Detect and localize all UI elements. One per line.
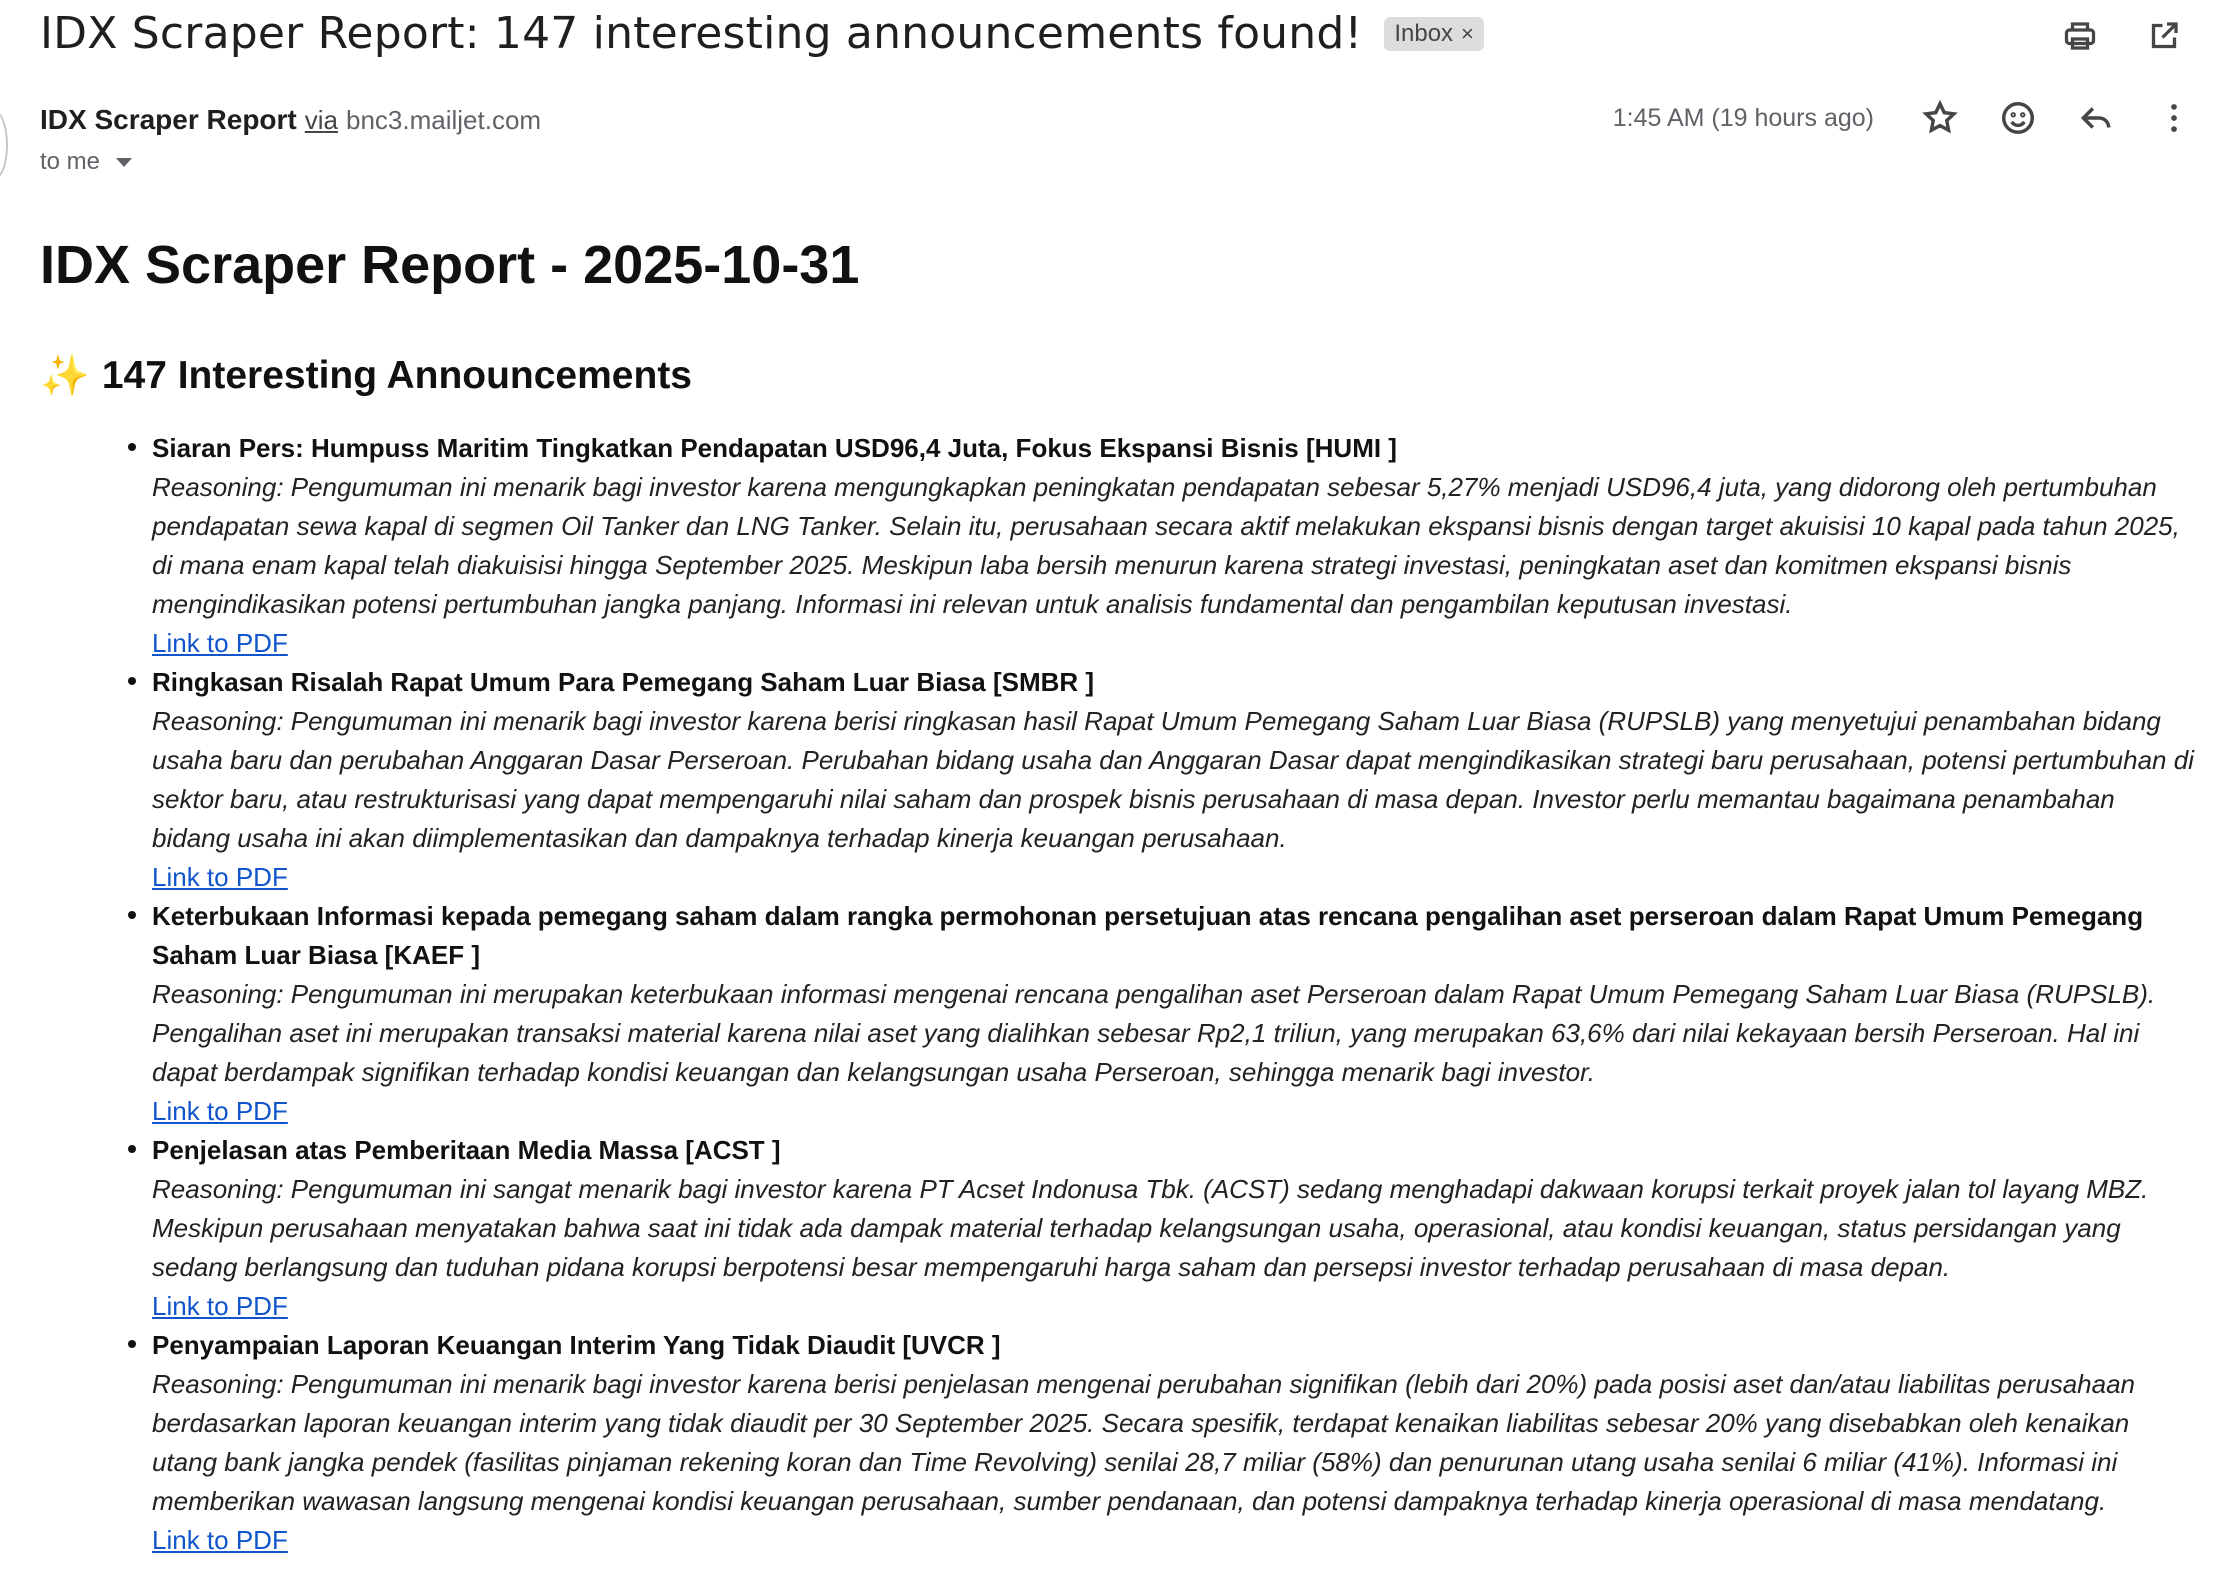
via-domain: bnc3.mailjet.com (346, 105, 542, 135)
timestamp: 1:45 AM (19 hours ago) (1612, 103, 1874, 132)
chevron-down-icon[interactable] (116, 158, 132, 167)
list-item (128, 1131, 2200, 1326)
sparkles-icon: ✨ (40, 354, 90, 398)
email-subject: IDX Scraper Report: 147 interesting announcements found! (40, 8, 1363, 59)
recipient-text: to me (40, 148, 101, 175)
report-title: IDX Scraper Report - 2025-10-31 (40, 235, 860, 295)
announcement-list (128, 429, 2200, 1560)
inbox-label-chip[interactable] (1384, 17, 1484, 51)
reply-icon[interactable] (2074, 96, 2118, 140)
pdf-link[interactable]: Link to PDF (152, 628, 288, 658)
more-vert-icon[interactable] (2152, 96, 2196, 140)
announcement-reasoning: Reasoning: Pengumuman ini menarik bagi investor karena berisi ringkasan hasil Rapat Umum Pemegang Saham Luar Biasa (RUPSLB) yang menyetujui penambahan bidang usaha baru dan perubahan Anggaran Dasar Perseroan. Perubahan bidang usaha dan Anggaran Dasar dapat mengindikasikan strategi baru perusahaan, potensi pertumbuhan di sektor baru, atau restrukturisasi yang dapat mempengaruhi nilai saham dan prospek bisnis perusahaan di masa depan. Investor perlu memantau bagaimana penambahan bidang usaha ini akan diimplementasikan dan dampaknya terhadap kinerja keuangan perusahaan. (152, 706, 2194, 853)
emoji-reaction-icon[interactable] (1996, 96, 2040, 140)
section-title-text: 147 Interesting Announcements (101, 353, 692, 397)
announcement-reasoning: Reasoning: Pengumuman ini menarik bagi investor karena mengungkapkan peningkatan pendapatan sebesar 5,27% menjadi USD96,4 juta, yang didorong oleh pertumbuhan pendapatan sewa kapal di segmen Oil Tanker dan LNG Tanker. Selain itu, perusahaan secara aktif melakukan ekspansi bisnis dengan target akuisisi 10 kapal pada tahun 2025, di mana enam kapal telah diakuisisi hingga September 2025. Meskipun laba bersih menurun karena strategi investasi, peningkatan aset dan komitmen ekspansi bisnis mengindikasikan potensi pertumbuhan jangka panjang. Informasi ini relevan untuk analisis fundamental dan pengambilan keputusan investasi. (152, 472, 2180, 619)
announcement-title: Ringkasan Risalah Rapat Umum Para Pemegang Saham Luar Biasa [SMBR ] (152, 667, 1095, 697)
announcement-reasoning: Reasoning: Pengumuman ini sangat menarik bagi investor karena PT Acset Indonusa Tbk. (ACST) sedang menghadapi dakwaan korupsi terkait proyek jalan tol layang MBZ. Meskipun perusahaan menyatakan bahwa saat ini tidak ada dampak material terhadap kelangsungan usaha, operasional, atau kondisi keuangan, status persidangan yang sedang berlangsung dan tuduhan pidana korupsi berpotensi besar mempengaruhi harga saham dan persepsi investor terhadap perusahaan di masa depan. (152, 1174, 2149, 1282)
section-title (40, 352, 2200, 399)
label-text: Inbox (1394, 19, 1454, 47)
sender-avatar (0, 110, 8, 180)
via-label[interactable]: via (304, 105, 338, 135)
remove-label-icon[interactable]: × (1461, 20, 1474, 46)
subject-row (40, 8, 1484, 59)
star-icon[interactable] (1918, 96, 1962, 140)
message-actions (1613, 96, 2196, 140)
email-body (40, 234, 2200, 1560)
list-item (128, 429, 2200, 663)
list-item (128, 897, 2200, 1131)
top-actions (2058, 14, 2186, 58)
announcement-title: Siaran Pers: Humpuss Maritim Tingkatkan Pendapatan USD96,4 Juta, Fokus Ekspansi Bisnis [HUMI ] (152, 433, 1397, 463)
list-item (128, 1326, 2200, 1560)
announcement-title: Penyampaian Laporan Keuangan Interim Yang Tidak Diaudit [UVCR ] (152, 1330, 1001, 1360)
pdf-link[interactable]: Link to PDF (152, 862, 288, 892)
pdf-link[interactable]: Link to PDF (152, 1525, 288, 1555)
pdf-link[interactable]: Link to PDF (152, 1291, 288, 1321)
list-item (128, 663, 2200, 897)
print-icon[interactable] (2058, 14, 2102, 58)
announcement-reasoning: Reasoning: Pengumuman ini menarik bagi investor karena berisi penjelasan mengenai perubahan signifikan (lebih dari 20%) pada posisi aset dan/atau liabilitas perusahaan berdasarkan laporan keuangan interim yang tidak diaudit per 30 September 2025. Secara spesifik, terdapat kenaikan liabilitas sebesar 20% yang disebabkan oleh kenaikan utang bank jangka pendek (fasilitas pinjaman rekening koran dan Time Revolving) senilai 28,7 miliar (58%) dan penurunan utang usaha senilai 6 miliar (41%). Informasi ini memberikan wawasan langsung mengenai kondisi keuangan perusahaan, sumber pendanaan, dan potensi dampaknya terhadap kinerja operasional di masa mendatang. (152, 1369, 2136, 1516)
announcement-title: Keterbukaan Informasi kepada pemegang saham dalam rangka permohonan persetujuan atas rencana pengalihan aset perseroan dalam Rapat Umum Pemegang Saham Luar Biasa [KAEF ] (152, 901, 2144, 970)
sender-name[interactable]: IDX Scraper Report (40, 104, 297, 135)
sender-row (40, 104, 541, 136)
pdf-link[interactable]: Link to PDF (152, 1096, 288, 1126)
open-in-new-icon[interactable] (2142, 14, 2186, 58)
recipient-row[interactable] (40, 148, 132, 176)
announcement-reasoning: Reasoning: Pengumuman ini merupakan keterbukaan informasi mengenai rencana pengalihan aset Perseroan dalam Rapat Umum Pemegang Saham Luar Biasa (RUPSLB). Pengalihan aset ini merupakan transaksi material karena nilai aset yang dialihkan sebesar Rp2,1 triliun, yang merupakan 63,6% dari nilai kekayaan bersih Perseroan. Hal ini dapat berdampak signifikan terhadap kondisi keuangan dan kelangsungan usaha Perseroan, sehingga menarik bagi investor. (152, 979, 2156, 1087)
announcement-title: Penjelasan atas Pemberitaan Media Massa [ACST ] (152, 1135, 781, 1165)
